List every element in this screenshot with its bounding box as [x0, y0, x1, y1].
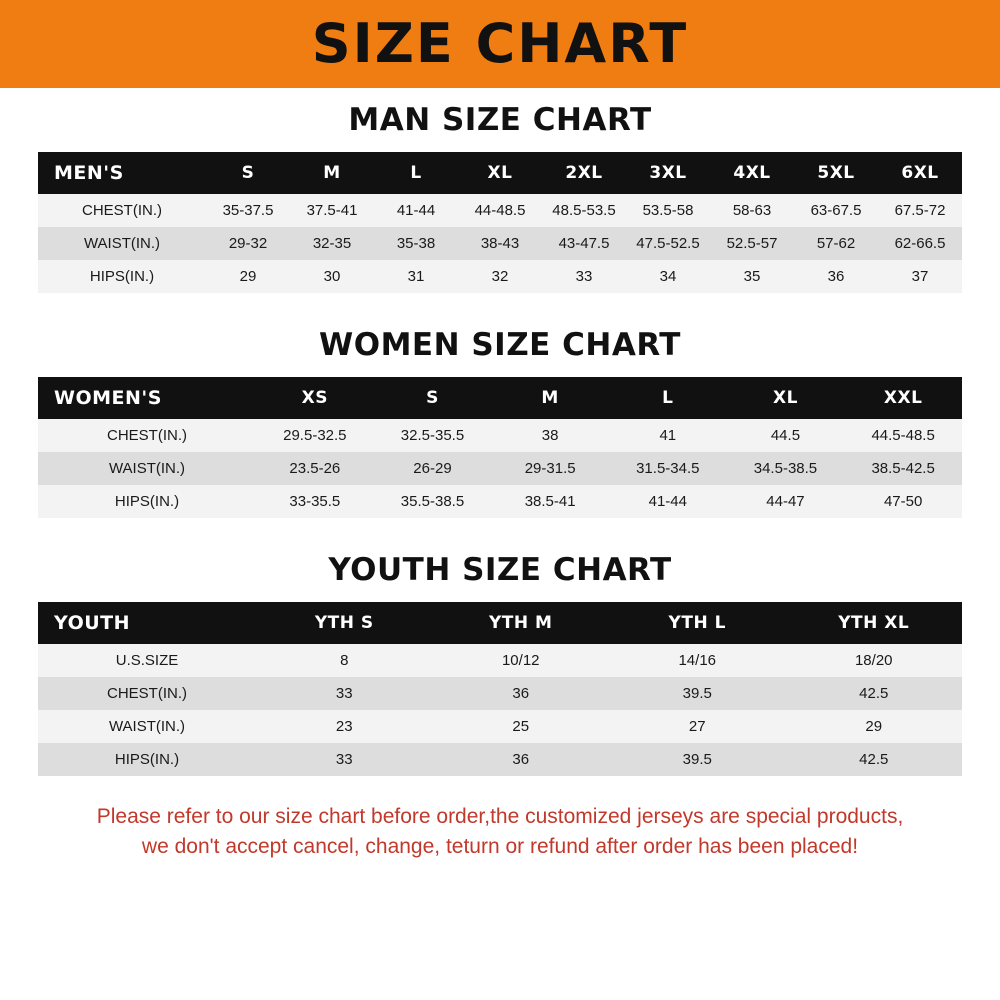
table-cell: 38 — [491, 419, 609, 452]
page-banner — [0, 0, 1000, 88]
column-header: M — [290, 152, 374, 194]
spacer — [38, 363, 962, 377]
row-label: HIPS(IN.) — [38, 485, 256, 518]
column-header: MEN'S — [38, 152, 206, 194]
column-header: 5XL — [794, 152, 878, 194]
column-header: 3XL — [626, 152, 710, 194]
table-cell: 8 — [256, 644, 433, 677]
table-cell: 18/20 — [786, 644, 963, 677]
table-cell: 32.5-35.5 — [374, 419, 492, 452]
table-cell: 33 — [542, 260, 626, 293]
table-cell: 33 — [256, 677, 433, 710]
table-cell: 23 — [256, 710, 433, 743]
table-cell: 44-48.5 — [458, 194, 542, 227]
column-header: L — [374, 152, 458, 194]
table-cell: 35-38 — [374, 227, 458, 260]
table-cell: 53.5-58 — [626, 194, 710, 227]
table-cell: 38.5-42.5 — [844, 452, 962, 485]
youth-section-heading: YOUTH SIZE CHART — [328, 552, 672, 588]
table-cell: 35-37.5 — [206, 194, 290, 227]
row-label: CHEST(IN.) — [38, 677, 256, 710]
column-header: XL — [458, 152, 542, 194]
table-cell: 42.5 — [786, 677, 963, 710]
row-label: WAIST(IN.) — [38, 710, 256, 743]
row-label: HIPS(IN.) — [38, 260, 206, 293]
column-header: WOMEN'S — [38, 377, 256, 419]
table-cell: 37 — [878, 260, 962, 293]
column-header: YOUTH — [38, 602, 256, 644]
table-cell: 38.5-41 — [491, 485, 609, 518]
page-title: SIZE CHART — [311, 12, 689, 75]
table-cell: 29 — [206, 260, 290, 293]
spacer — [38, 588, 962, 602]
youth-section — [0, 552, 1000, 776]
table-cell: 36 — [794, 260, 878, 293]
table-cell: 62-66.5 — [878, 227, 962, 260]
table-cell: 23.5-26 — [256, 452, 374, 485]
column-header: 2XL — [542, 152, 626, 194]
table-cell: 27 — [609, 710, 786, 743]
table-cell: 44.5 — [727, 419, 845, 452]
table-row — [38, 260, 962, 293]
table-row — [38, 485, 962, 518]
column-header: XXL — [844, 377, 962, 419]
man-section-heading: MAN SIZE CHART — [348, 102, 652, 138]
table-cell: 41 — [609, 419, 727, 452]
table-cell: 57-62 — [794, 227, 878, 260]
man-section — [0, 102, 1000, 293]
table-cell: 33 — [256, 743, 433, 776]
spacer — [0, 88, 1000, 102]
table-cell: 25 — [433, 710, 610, 743]
table-row — [38, 452, 962, 485]
column-header: S — [374, 377, 492, 419]
table-cell: 41-44 — [609, 485, 727, 518]
column-header: XS — [256, 377, 374, 419]
column-header: YTH S — [256, 602, 433, 644]
footer-line-1: Please refer to our size chart before order,the customized jerseys are special products, — [96, 805, 904, 828]
table-cell: 44-47 — [727, 485, 845, 518]
table-cell: 35.5-38.5 — [374, 485, 492, 518]
table-cell: 34.5-38.5 — [727, 452, 845, 485]
column-header: XL — [727, 377, 845, 419]
table-row — [38, 677, 962, 710]
column-header: M — [491, 377, 609, 419]
table-cell: 38-43 — [458, 227, 542, 260]
women-section-heading: WOMEN SIZE CHART — [319, 327, 681, 363]
table-row — [38, 743, 962, 776]
table-cell: 39.5 — [609, 743, 786, 776]
column-header: L — [609, 377, 727, 419]
table-cell: 67.5-72 — [878, 194, 962, 227]
column-header: YTH L — [609, 602, 786, 644]
table-cell: 43-47.5 — [542, 227, 626, 260]
footer-line-2: we don't accept cancel, change, teturn or refund after order has been placed! — [141, 835, 859, 859]
table-cell: 26-29 — [374, 452, 492, 485]
table-cell: 31.5-34.5 — [609, 452, 727, 485]
man-size-table — [38, 152, 962, 293]
table-cell: 39.5 — [609, 677, 786, 710]
youth-size-table — [38, 602, 962, 776]
row-label: CHEST(IN.) — [38, 419, 256, 452]
table-cell: 36 — [433, 677, 610, 710]
table-cell: 44.5-48.5 — [844, 419, 962, 452]
table-row — [38, 644, 962, 677]
table-cell: 41-44 — [374, 194, 458, 227]
spacer — [0, 293, 1000, 327]
man-table-body — [38, 194, 962, 293]
column-header: S — [206, 152, 290, 194]
column-header: YTH XL — [786, 602, 963, 644]
table-cell: 32 — [458, 260, 542, 293]
women-table-body — [38, 419, 962, 518]
table-row — [38, 710, 962, 743]
man-table-head — [38, 152, 962, 194]
table-cell: 37.5-41 — [290, 194, 374, 227]
table-cell: 35 — [710, 260, 794, 293]
table-cell: 34 — [626, 260, 710, 293]
table-cell: 58-63 — [710, 194, 794, 227]
table-header-row — [38, 152, 962, 194]
table-cell: 32-35 — [290, 227, 374, 260]
spacer — [0, 518, 1000, 552]
column-header: 6XL — [878, 152, 962, 194]
table-cell: 47.5-52.5 — [626, 227, 710, 260]
table-cell: 48.5-53.5 — [542, 194, 626, 227]
spacer — [38, 138, 962, 152]
youth-table-body — [38, 644, 962, 776]
table-row — [38, 419, 962, 452]
table-cell: 29 — [786, 710, 963, 743]
table-cell: 42.5 — [786, 743, 963, 776]
row-label: CHEST(IN.) — [38, 194, 206, 227]
row-label: U.S.SIZE — [38, 644, 256, 677]
table-cell: 29-32 — [206, 227, 290, 260]
youth-table-head — [38, 602, 962, 644]
table-cell: 63-67.5 — [794, 194, 878, 227]
table-cell: 14/16 — [609, 644, 786, 677]
table-cell: 30 — [290, 260, 374, 293]
row-label: WAIST(IN.) — [38, 452, 256, 485]
column-header: YTH M — [433, 602, 610, 644]
women-size-table — [38, 377, 962, 518]
table-cell: 36 — [433, 743, 610, 776]
women-section — [0, 327, 1000, 518]
table-row — [38, 227, 962, 260]
footer-disclaimer — [0, 802, 1000, 863]
table-header-row — [38, 602, 962, 644]
table-cell: 33-35.5 — [256, 485, 374, 518]
table-cell: 52.5-57 — [710, 227, 794, 260]
table-cell: 47-50 — [844, 485, 962, 518]
column-header: 4XL — [710, 152, 794, 194]
row-label: WAIST(IN.) — [38, 227, 206, 260]
row-label: HIPS(IN.) — [38, 743, 256, 776]
table-cell: 10/12 — [433, 644, 610, 677]
women-table-head — [38, 377, 962, 419]
spacer — [0, 776, 1000, 802]
table-cell: 29.5-32.5 — [256, 419, 374, 452]
table-header-row — [38, 377, 962, 419]
table-row — [38, 194, 962, 227]
table-cell: 29-31.5 — [491, 452, 609, 485]
table-cell: 31 — [374, 260, 458, 293]
